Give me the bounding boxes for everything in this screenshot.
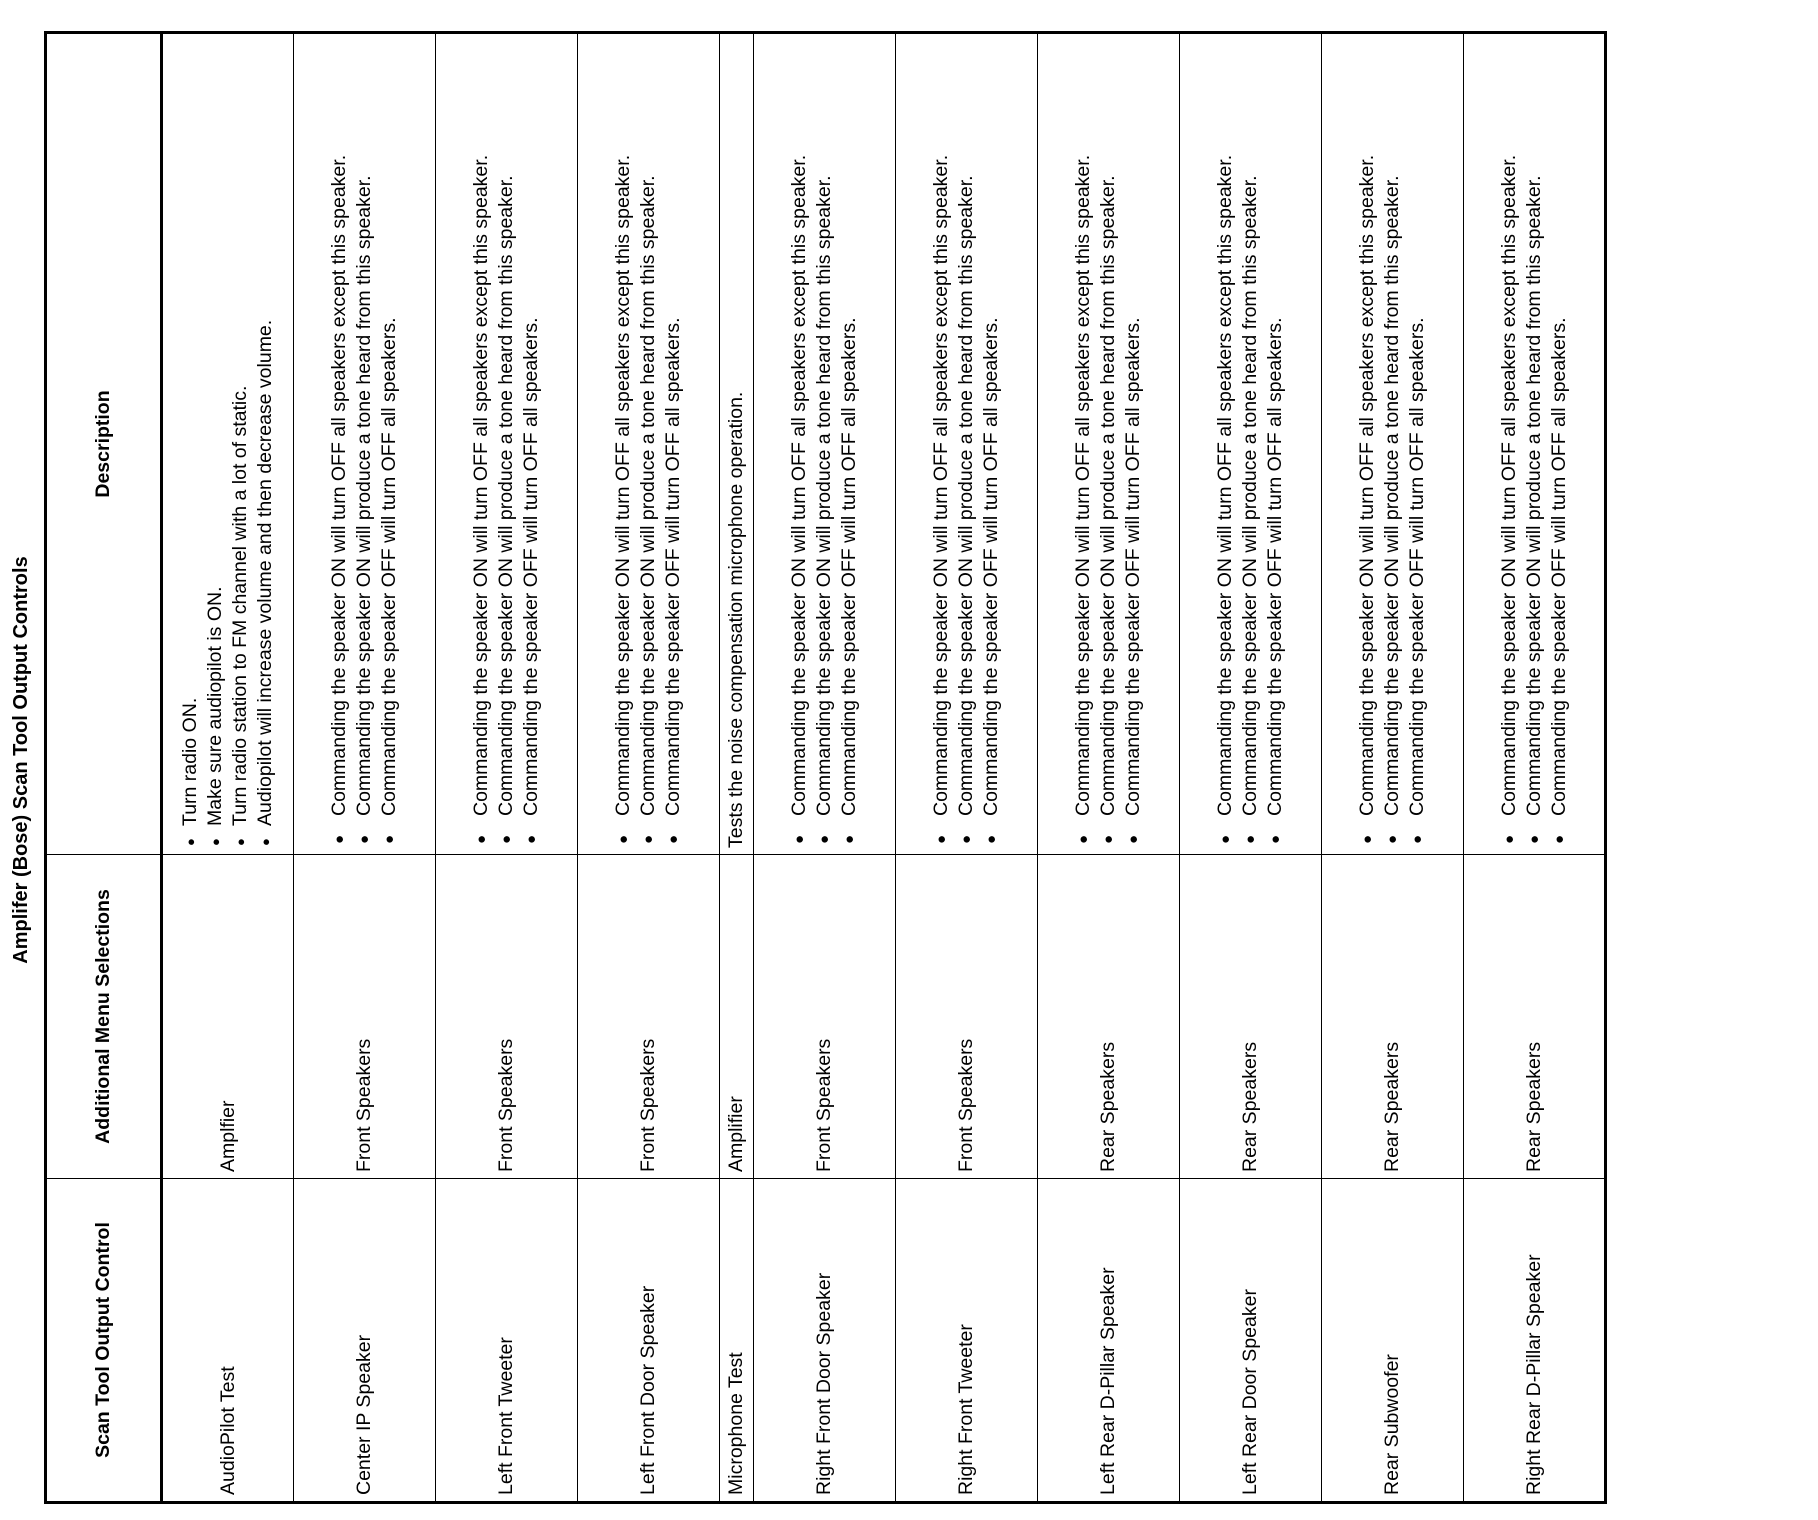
description-cell	[896, 33, 1038, 855]
description-bullet-list	[787, 40, 862, 848]
description-bullet: ● Commanding the speaker ON will turn OFF all speakers except this speaker.	[787, 40, 812, 848]
description-bullet: ● Commanding the speaker ON will turn OFF all speakers except this speaker.	[1071, 40, 1096, 848]
header-scan-tool-output-control: Scan Tool Output Control	[46, 1179, 162, 1503]
description-bullet-list	[1213, 40, 1288, 848]
table-row	[1464, 33, 1606, 1503]
description-bullet: ● Commanding the speaker ON will produce a tone heard from this speaker.	[352, 40, 377, 848]
description-cell: Tests the noise compensation microphone operation.	[720, 33, 754, 855]
description-bullet: ● Commanding the speaker ON will turn OFF all speakers except this speaker.	[1497, 40, 1522, 848]
output-control-cell: Left Front Tweeter	[436, 1179, 578, 1503]
description-bullet: ● Commanding the speaker ON will produce a tone heard from this speaker.	[1096, 40, 1121, 848]
output-control-cell: Right Front Tweeter	[896, 1179, 1038, 1503]
description-bullet: ● Commanding the speaker OFF will turn OFF all speakers.	[979, 40, 1004, 848]
menu-selection-cell: Rear Speakers	[1464, 855, 1606, 1179]
menu-selection-cell: Rear Speakers	[1180, 855, 1322, 1179]
description-bullet: ● Commanding the speaker OFF will turn OFF all speakers.	[1547, 40, 1572, 848]
description-bullet: ● Commanding the speaker ON will turn OFF all speakers except this speaker.	[611, 40, 636, 848]
description-bullet: ● Commanding the speaker OFF will turn OFF all speakers.	[519, 40, 544, 848]
output-control-cell: Left Rear D-Pillar Speaker	[1038, 1179, 1180, 1503]
description-cell	[754, 33, 896, 855]
table-row	[294, 33, 436, 1503]
description-cell	[1464, 33, 1606, 855]
output-control-cell: Right Rear D-Pillar Speaker	[1464, 1179, 1606, 1503]
menu-selection-cell: Front Speakers	[578, 855, 720, 1179]
table-row	[1180, 33, 1322, 1503]
output-control-cell: Rear Subwoofer	[1322, 1179, 1464, 1503]
header-row	[46, 33, 162, 1503]
description-bullet: ● Audiopilot will increase volume and then decrease volume.	[253, 40, 278, 848]
table-row	[436, 33, 578, 1503]
output-control-cell: Left Front Door Speaker	[578, 1179, 720, 1503]
table-row	[1038, 33, 1180, 1503]
description-cell	[1322, 33, 1464, 855]
description-bullet: ● Commanding the speaker ON will produce a tone heard from this speaker.	[636, 40, 661, 848]
description-bullet: ● Make sure audiopilot is ON.	[203, 40, 228, 848]
description-bullet: ● Commanding the speaker OFF will turn OFF all speakers.	[377, 40, 402, 848]
description-bullet: ● Commanding the speaker ON will produce a tone heard from this speaker.	[494, 40, 519, 848]
menu-selection-cell: Front Speakers	[754, 855, 896, 1179]
description-bullet: ● Commanding the speaker ON will produce a tone heard from this speaker.	[1380, 40, 1405, 848]
description-cell	[1180, 33, 1322, 855]
description-bullet: ● Turn radio ON.	[178, 40, 203, 848]
description-bullet: ● Commanding the speaker OFF will turn OFF all speakers.	[837, 40, 862, 848]
description-cell	[294, 33, 436, 855]
menu-selection-cell: Rear Speakers	[1038, 855, 1180, 1179]
menu-selection-cell: Front Speakers	[436, 855, 578, 1179]
description-bullet-list	[1497, 40, 1572, 848]
menu-selection-cell: Front Speakers	[896, 855, 1038, 1179]
description-bullet-list	[1071, 40, 1146, 848]
table-row	[578, 33, 720, 1503]
table-body	[162, 33, 1606, 1503]
menu-selection-cell: Front Speakers	[294, 855, 436, 1179]
description-bullet: ● Commanding the speaker OFF will turn OFF all speakers.	[1405, 40, 1430, 848]
description-cell	[162, 33, 294, 855]
output-control-cell: AudioPilot Test	[162, 1179, 294, 1503]
description-bullet: ● Commanding the speaker ON will turn OFF all speakers except this speaker.	[469, 40, 494, 848]
description-bullet: ● Commanding the speaker ON will produce a tone heard from this speaker.	[1238, 40, 1263, 848]
header-additional-menu-selections: Additional Menu Selections	[46, 855, 162, 1179]
description-cell	[1038, 33, 1180, 855]
description-bullet-list	[1355, 40, 1430, 848]
header-description: Description	[46, 33, 162, 855]
menu-selection-cell: Amplifier	[720, 855, 754, 1179]
table-title: Amplifer (Bose) Scan Tool Output Controls	[9, 556, 32, 964]
description-bullet-list	[469, 40, 544, 848]
description-bullet-list	[327, 40, 402, 848]
description-bullet-list	[929, 40, 1004, 848]
description-bullet: ● Commanding the speaker OFF will turn OFF all speakers.	[1121, 40, 1146, 848]
description-bullet: ● Commanding the speaker ON will produce a tone heard from this speaker.	[954, 40, 979, 848]
description-bullet: ● Commanding the speaker ON will turn OFF all speakers except this speaker.	[1355, 40, 1380, 848]
output-control-cell: Left Rear Door Speaker	[1180, 1179, 1322, 1503]
description-bullet: ● Commanding the speaker ON will produce a tone heard from this speaker.	[1522, 40, 1547, 848]
description-bullet-list	[178, 40, 278, 848]
output-control-cell: Microphone Test	[720, 1179, 754, 1503]
description-bullet: ● Commanding the speaker ON will turn OFF all speakers except this speaker.	[1213, 40, 1238, 848]
scan-tool-output-controls-table	[44, 31, 1607, 1504]
table-row	[1322, 33, 1464, 1503]
description-cell	[436, 33, 578, 855]
table-row	[896, 33, 1038, 1503]
output-control-cell: Right Front Door Speaker	[754, 1179, 896, 1503]
table-row	[162, 33, 294, 1503]
description-bullet: ● Commanding the speaker ON will turn OFF all speakers except this speaker.	[327, 40, 352, 848]
description-bullet: ● Commanding the speaker OFF will turn OFF all speakers.	[661, 40, 686, 848]
menu-selection-cell: Amplfier	[162, 855, 294, 1179]
description-bullet: ● Commanding the speaker ON will turn OFF all speakers except this speaker.	[929, 40, 954, 848]
menu-selection-cell: Rear Speakers	[1322, 855, 1464, 1179]
description-cell	[578, 33, 720, 855]
output-control-cell: Center IP Speaker	[294, 1179, 436, 1503]
table-row	[720, 33, 754, 1503]
description-bullet-list	[611, 40, 686, 848]
description-bullet: ● Turn radio station to FM channel with a lot of static.	[228, 40, 253, 848]
description-bullet: ● Commanding the speaker OFF will turn OFF all speakers.	[1263, 40, 1288, 848]
table-row	[754, 33, 896, 1503]
description-bullet: ● Commanding the speaker ON will produce a tone heard from this speaker.	[812, 40, 837, 848]
